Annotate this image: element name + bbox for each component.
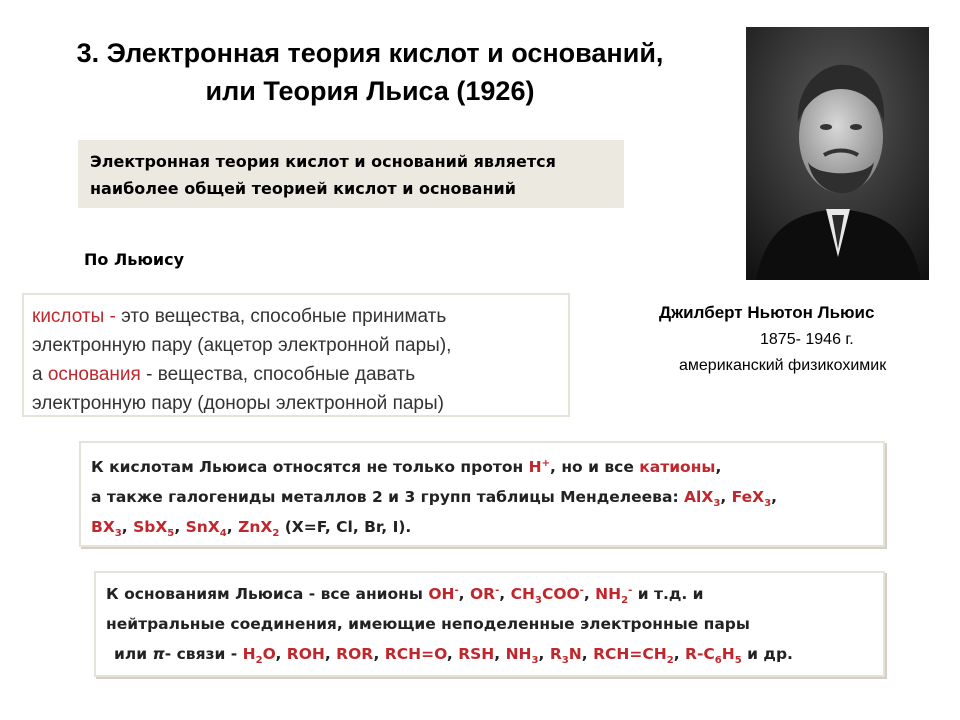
portrait-photo	[746, 27, 929, 280]
definition-line-3: а основания - вещества, способные давать	[32, 364, 416, 385]
by-lewis-label: По Льюису	[84, 250, 185, 269]
formula-rcho: RCH=O	[384, 645, 447, 663]
definition-line-1: кислоты - это вещества, способные принимать	[32, 306, 447, 327]
formula-alx3: AlX$_3$	[684, 488, 721, 510]
lewis-bases-box	[94, 571, 885, 677]
bases-line-1: К основаниям Льюиса - все анионы OH-, OR-, $CH_3COO^-$, $NH_2^-$ и т.д. и	[106, 584, 704, 607]
definition-box	[22, 293, 570, 417]
formula-sbx5: SbX$_5$	[133, 518, 175, 540]
summary-box	[78, 140, 624, 208]
person-name: Джилберт Ньютон Льюис	[659, 303, 875, 322]
formula-or: OR-	[469, 584, 500, 603]
acids-line-3: $BX_3$, SbX$_5$, SnX$_4$, ZnX$_2$ (X=F, Cl, Br, I).	[91, 518, 412, 540]
formula-znx2: ZnX$_2$	[238, 518, 280, 540]
formula-r3n: $R_3N$	[549, 645, 582, 667]
acids-line-2: а также галогениды металлов 2 и 3 групп таблицы Менделеева: AlX$_3$, FeX$_3$,	[91, 488, 777, 510]
definition-line-4: электронную пару (доноры электронной пары)	[32, 393, 444, 414]
formula-fex3: FeX$_3$	[731, 488, 772, 510]
acids-term: кислоты	[32, 306, 105, 327]
formula-ror: ROR	[336, 645, 374, 663]
definition-line-2: электронную пару (акцетор электронной пары),	[32, 335, 452, 356]
formula-nh3: $NH_3$	[505, 645, 539, 667]
proton-formula: H+	[528, 457, 551, 476]
bases-line-2: нейтральные соединения, имеющие неподеленные электронные пары	[106, 615, 750, 633]
formula-alkene: $RCH=CH_2$	[593, 645, 674, 667]
formula-arene: $R-C_6H_5$	[685, 645, 742, 667]
bases-term: основания	[47, 364, 141, 385]
acids-line-1: К кислотам Льюиса относятся не только протон H+, но и все катионы,	[91, 457, 722, 476]
formula-roh: ROH	[286, 645, 325, 663]
formula-bx3: $BX_3$	[91, 518, 122, 540]
slide-title	[20, 34, 720, 110]
formula-snx4: SnX$_4$	[185, 518, 227, 540]
person-profession: американский физикохимик	[679, 357, 887, 374]
formula-ch3coo: $CH_3COO^-$	[510, 584, 584, 607]
formula-oh: OH-	[428, 584, 459, 603]
bases-line-3: или π- связи - $H_2O$, ROH, ROR, RCH=O, RSH, $NH_3$, $R_3N$, $RCH=CH_2$, $R-C_6H_5$ и др.	[114, 645, 793, 667]
portrait-image	[746, 27, 929, 280]
person-years: 1875- 1946 г.	[760, 331, 854, 348]
summary-line-1: Электронная теория кислот и оснований является	[90, 152, 556, 171]
title-line-1: 3. Электронная теория кислот и оснований,	[76, 38, 664, 68]
title-line-2: или Теория Льиса (1926)	[205, 76, 535, 106]
formula-h2o: $H_2O$	[242, 645, 276, 667]
lewis-acids-box	[79, 441, 885, 547]
summary-line-2: наиболее общей теорией кислот и оснований	[90, 179, 516, 198]
formula-rsh: RSH	[458, 645, 495, 663]
formula-nh2: $NH_2^-$	[595, 584, 633, 607]
cations-term: катионы	[639, 458, 716, 476]
